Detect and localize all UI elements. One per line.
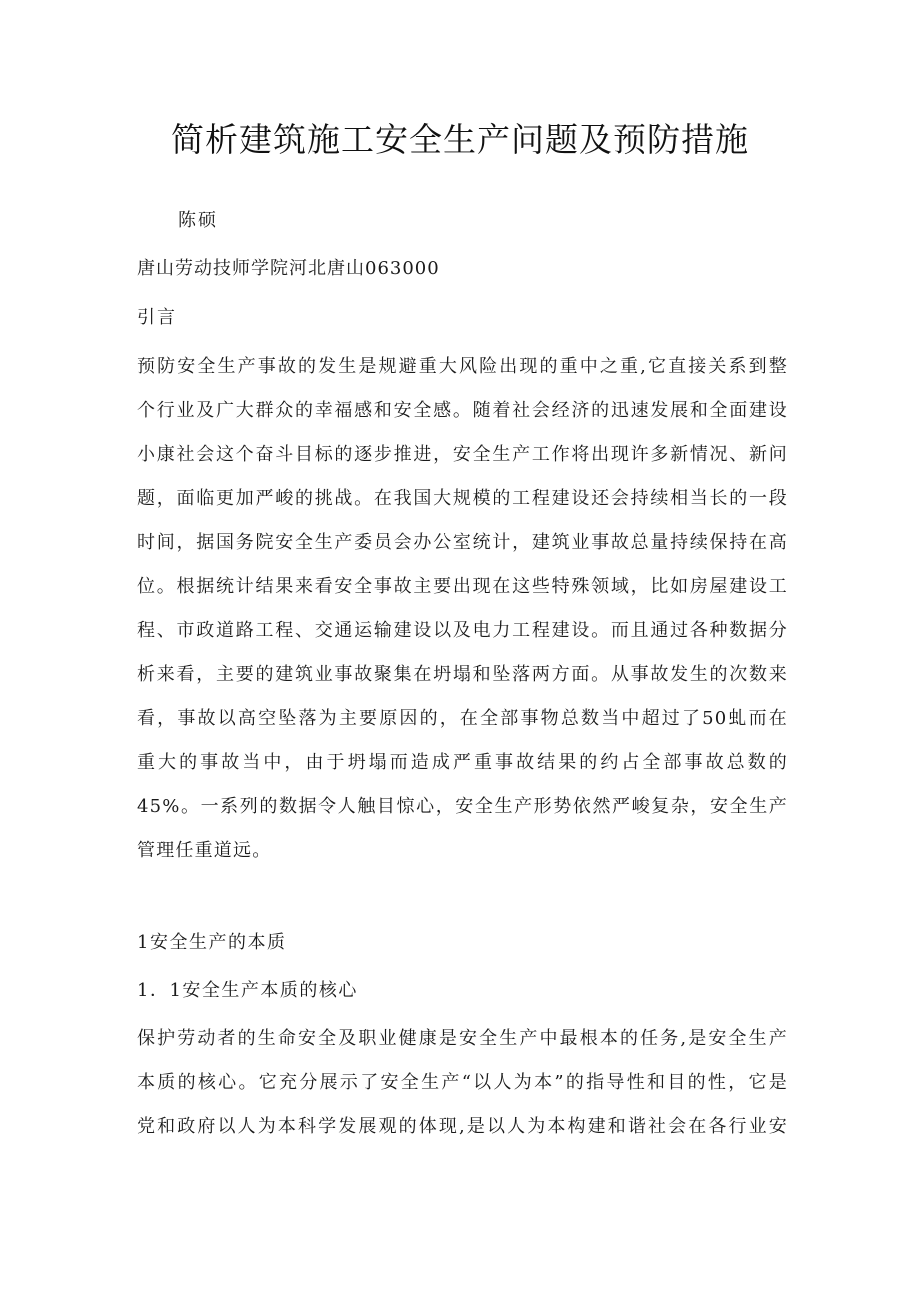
paragraph-line: 个行业及广大群众的幸福感和安全感。随着社会经济的迅速发展和全面建设 bbox=[137, 400, 788, 421]
paragraph-line: 重大的事故当中，由于坍塌而造成严重事故结果的约占全部事故总数的 bbox=[137, 752, 788, 773]
paragraph-line: 45%。一系列的数据令人触目惊心，安全生产形势依然严峻复杂，安全生产 bbox=[137, 796, 788, 817]
section-1-heading: 1安全生产的本质 bbox=[137, 932, 287, 953]
paragraph-line: 本质的核心。它充分展示了安全生产“以人为本”的指导性和目的性，它是 bbox=[137, 1072, 788, 1093]
paragraph-line: 小康社会这个奋斗目标的逐步推进，安全生产工作将出现许多新情况、新问 bbox=[137, 444, 788, 465]
paragraph-line: 时间，据国务院安全生产委员会办公室统计，建筑业事故总量持续保持在高 bbox=[137, 532, 788, 553]
paragraph-line: 保护劳动者的生命安全及职业健康是安全生产中最根本的任务,是安全生产 bbox=[137, 1028, 788, 1049]
intro-paragraph bbox=[137, 345, 788, 873]
paragraph-line: 程、市政道路工程、交通运输建设以及电力工程建设。而且通过各种数据分 bbox=[137, 620, 788, 641]
paragraph-line: 题，面临更加严峻的挑战。在我国大规模的工程建设还会持续相当长的一段 bbox=[137, 488, 788, 509]
paragraph-line: 看，事故以高空坠落为主要原因的，在全部事物总数当中超过了50虬而在 bbox=[137, 708, 788, 729]
paragraph-line: 析来看，主要的建筑业事故聚集在坍塌和坠落两方面。从事故发生的次数来 bbox=[137, 664, 788, 685]
document-title: 简析建筑施工安全生产问题及预防措施 bbox=[171, 120, 749, 159]
paragraph-line: 管理任重道远。 bbox=[137, 840, 272, 861]
paragraph-line: 位。根据统计结果来看安全事故主要出现在这些特殊领域，比如房屋建设工 bbox=[137, 576, 788, 597]
section-1-1-heading: 1．1安全生产本质的核心 bbox=[137, 980, 358, 1001]
paragraph-line: 党和政府以人为本科学发展观的体现,是以人为本构建和谐社会在各行业安 bbox=[137, 1116, 788, 1137]
author-affiliation: 唐山劳动技师学院河北唐山063000 bbox=[137, 258, 440, 279]
section-1-1-paragraph bbox=[137, 1017, 788, 1149]
intro-heading: 引言 bbox=[137, 307, 177, 328]
paragraph-line: 预防安全生产事故的发生是规避重大风险出现的重中之重,它直接关系到整 bbox=[137, 356, 788, 377]
author-name: 陈硕 bbox=[178, 210, 218, 231]
